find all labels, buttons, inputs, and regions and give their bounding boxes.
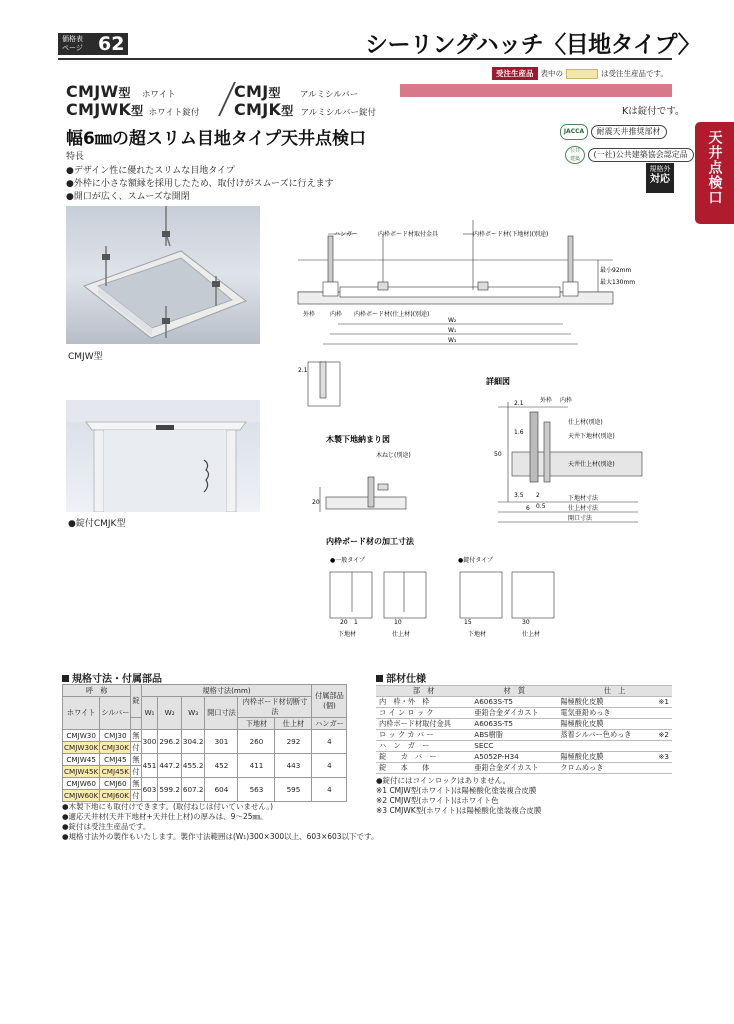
cell-note — [652, 741, 672, 752]
finish-label-1: 仕上材 — [392, 631, 411, 638]
spec-note: ●適応天井材(天井下地材+天井仕上材)の厚みは、9〜25㎜。 — [62, 812, 268, 821]
cell-finish: 陽極酸化皮膜 — [557, 752, 651, 763]
base-label-2: 下地材 — [468, 631, 487, 638]
cell-lock: 無 — [132, 730, 140, 740]
custom-size-top: 規格外 — [649, 165, 671, 173]
w3-label: W₃ — [448, 337, 457, 344]
ceiling-base-label: 天井下地材(別途) — [568, 433, 615, 440]
material-col-finish: 仕 上 — [557, 686, 672, 697]
w1-label: W₁ — [448, 327, 457, 334]
processing-title: 内枠ボード材の加工寸法 — [326, 537, 414, 546]
cell-w1: 603 — [141, 778, 158, 802]
product-photo-cmjk — [66, 400, 260, 512]
jacca-label: 耐震天井推奨部材 — [591, 125, 667, 139]
price-page-badge — [58, 33, 128, 55]
inner-frame-label: 内枠 — [330, 311, 343, 318]
cell-w3: 607.2 — [181, 778, 205, 802]
cell-white: CMJW30K — [64, 742, 99, 752]
col-header-finish: 仕上材 — [275, 718, 312, 730]
board-finish-label: 内枠ボード材(仕上材)(別途) — [354, 311, 430, 318]
cell-material: A6063S-T5 — [471, 697, 557, 708]
spec-note: ●錠付は受注生産品です。 — [62, 822, 151, 831]
product-photo-cmjw — [66, 206, 260, 344]
cell-part: ハ ン ガ ー — [376, 741, 471, 752]
feature-item: ●デザイン性に優れたスリムな目地タイプ — [66, 166, 235, 176]
cell-base: 563 — [238, 778, 275, 802]
jacca-logo: JACCA — [560, 124, 588, 140]
opening-dim-label: 開口寸法 — [568, 515, 593, 522]
table-row — [63, 778, 347, 790]
cell-material: SECC — [471, 741, 557, 752]
features-list — [66, 151, 334, 204]
cell-note: ※3 — [652, 752, 672, 763]
cell-base: 260 — [238, 730, 275, 754]
col-header-base: 下地材 — [238, 718, 275, 730]
cell-material: 亜鉛合金ダイカスト — [471, 708, 557, 719]
dim-20-proc: 20 — [340, 619, 348, 626]
material-notes — [376, 776, 541, 816]
model-finish: ホワイト錠付 — [148, 108, 200, 118]
cell-w3: 455.2 — [181, 754, 205, 778]
category-label: 天井点検口 — [706, 130, 723, 205]
model-code: CMJK型 — [234, 100, 294, 119]
model-row — [66, 82, 199, 100]
cell-hanger: 4 — [312, 778, 347, 802]
col-header-parts: 付属部品(個) — [312, 685, 347, 718]
material-table-title: 部材仕様 — [376, 670, 426, 685]
cell-silver: CMJ60 — [100, 778, 131, 790]
cell-lock: 付 — [132, 742, 140, 752]
cell-white: CMJW45 — [63, 754, 100, 766]
dim-10-proc: 10 — [394, 619, 402, 626]
dim-2-1: 2.1 — [514, 400, 524, 407]
model-finish: アルミシルバー — [299, 90, 359, 100]
finish-material-label: 仕上材(別途) — [568, 419, 603, 426]
cell-w1: 451 — [141, 754, 158, 778]
base-label-1: 下地材 — [338, 631, 357, 638]
cell-finish: 443 — [275, 754, 312, 778]
cell-part: 内枠ボード材取付金具 — [376, 719, 471, 730]
feature-item: ●開口が広く、スムーズな開閉 — [66, 192, 190, 202]
table-row — [63, 754, 347, 766]
spec-table-wrap — [62, 684, 347, 802]
cell-part: ロ ッ ク カ バ ー — [376, 730, 471, 741]
detail-title: 詳細図 — [486, 377, 510, 386]
cell-material: A5052P-H34 — [471, 752, 557, 763]
col-header-name: 呼 称 — [63, 685, 131, 697]
cell-hanger: 4 — [312, 730, 347, 754]
ceiling-finish-label: 天井仕上材(別途) — [568, 461, 615, 468]
col-header-lock: 錠 — [131, 685, 141, 718]
material-col-material: 材 質 — [471, 686, 557, 697]
cell-note: ※1 — [652, 697, 672, 708]
cell-finish: 陽極酸化皮膜 — [557, 719, 651, 730]
material-table — [376, 685, 672, 774]
cell-material: 亜鉛合金ダイカスト — [471, 763, 557, 774]
cell-opening: 604 — [205, 778, 238, 802]
legend-color-swatch — [566, 69, 598, 79]
dim-3-5: 3.5 — [514, 492, 524, 499]
made-to-order-legend — [492, 67, 668, 80]
dim-50: 50 — [494, 451, 502, 458]
cell-lock: 付 — [132, 766, 140, 776]
cell-material: ABS樹脂 — [471, 730, 557, 741]
lock-note: Kは錠付です。 — [622, 106, 685, 117]
dim-15-proc: 15 — [464, 619, 472, 626]
technical-drawing — [268, 212, 690, 657]
cell-w2: 447.2 — [158, 754, 182, 778]
table-row — [376, 708, 672, 719]
cell-w1: 300 — [141, 730, 158, 754]
cell-note — [652, 708, 672, 719]
photo-caption-cmjk: ●錠付CMJK型 — [68, 519, 126, 529]
legend-text-1: 表中の — [540, 69, 563, 78]
cell-finish — [557, 741, 651, 752]
material-note: ※1 CMJW型(ホワイト)は陽極酸化塗装複合皮膜 — [376, 786, 537, 795]
cell-silver: CMJ30 — [100, 730, 131, 742]
legend-text-2: は受注生産品です。 — [601, 69, 668, 78]
inner-frame-detail: 内枠 — [560, 397, 573, 404]
cell-finish: 292 — [275, 730, 312, 754]
public-building-label: (一社)公共建築協会認定品 — [588, 148, 694, 162]
cell-white: CMJW45K — [64, 766, 99, 776]
col-header-silver: シルバー — [100, 697, 131, 730]
col-header-hanger: ハンガー — [312, 718, 347, 730]
features-heading: 特長 — [66, 152, 85, 162]
dim-1-proc: 1 — [354, 619, 358, 626]
custom-size-badge — [646, 163, 674, 193]
hatch-lock-illustration — [66, 400, 260, 512]
table-row — [376, 697, 672, 708]
section-view — [298, 220, 613, 344]
cell-silver: CMJ60K — [101, 790, 129, 800]
dim-0-5: 0.5 — [536, 503, 546, 510]
headline: 幅6㎜の超スリム目地タイプ天井点検口 — [66, 129, 366, 149]
cell-note — [652, 763, 672, 774]
dim-2-1-small: 2.1 — [298, 367, 308, 374]
model-finish: アルミシルバー錠付 — [300, 108, 376, 118]
table-row — [376, 752, 672, 763]
model-code: CMJ型 — [234, 82, 281, 101]
dim-30-proc: 30 — [522, 619, 530, 626]
price-page-label: 価格表 ページ — [62, 35, 83, 52]
material-note: ※3 CMJWK型(ホワイト)は陽極酸化塗装複合皮膜 — [376, 806, 542, 815]
cell-finish: 電気亜鉛めっき — [557, 708, 651, 719]
cell-note — [652, 719, 672, 730]
page-title: シーリングハッチ〈目地タイプ〉 — [365, 32, 701, 58]
model-list-left — [66, 82, 199, 118]
material-note: ※2 CMJW型(ホワイト)はホワイト色 — [376, 796, 499, 805]
cell-silver: CMJ45K — [101, 766, 129, 776]
photo-caption-cmjw: CMJW型 — [68, 352, 103, 362]
spec-note: ●規格寸法外の製作もいたします。製作寸法範囲は(W₁)300×300以上、603×603以下です。 — [62, 832, 379, 841]
w2-label: W₂ — [448, 317, 457, 324]
lock-type-label: ●錠付タイプ — [458, 557, 493, 564]
outer-frame-detail: 外枠 — [540, 397, 553, 404]
wood-screw-label: 木ねじ(別途) — [376, 452, 411, 459]
table-row — [376, 730, 672, 741]
col-header-w2: W₂ — [158, 697, 182, 730]
cell-silver: CMJ30K — [101, 742, 129, 752]
cell-finish: 蒸着シルバー色めっき — [557, 730, 651, 741]
table-row — [376, 719, 672, 730]
max-size-label: 最大130mm — [600, 279, 636, 286]
public-building-logo: 公共 建築 — [565, 146, 585, 164]
cell-material: A6063S-T5 — [471, 719, 557, 730]
finish-dim-label: 仕上材寸法 — [568, 505, 599, 512]
cell-lock: 付 — [132, 790, 140, 800]
model-row — [66, 100, 199, 118]
wood-base-view — [320, 477, 406, 512]
header-rule — [58, 58, 672, 60]
technical-drawing-svg — [268, 212, 690, 657]
cell-opening: 452 — [205, 754, 238, 778]
cell-hanger: 4 — [312, 754, 347, 778]
cell-w3: 304.2 — [181, 730, 205, 754]
cell-part: 錠 カ バ ー — [376, 752, 471, 763]
spec-table-title: 規格寸法・付属部品 — [62, 670, 162, 685]
table-row — [63, 730, 347, 742]
finish-label-2: 仕上材 — [522, 631, 541, 638]
table-row — [376, 741, 672, 752]
material-header-row — [376, 686, 672, 697]
cell-lock: 無 — [132, 778, 140, 788]
col-header-size: 規格寸法(mm) — [141, 685, 312, 697]
hatch-frame-illustration — [66, 206, 260, 344]
cell-finish: クロムめっき — [557, 763, 651, 774]
cell-finish: 陽極酸化皮膜 — [557, 697, 651, 708]
model-row — [234, 100, 376, 118]
cell-white: CMJW60K — [64, 790, 99, 800]
cell-opening: 301 — [205, 730, 238, 754]
page-number: 62 — [98, 33, 125, 55]
accent-bar — [400, 84, 672, 97]
cell-w2: 296.2 — [158, 730, 182, 754]
board-fitting-label: 内枠ボード材取付金具 — [378, 231, 439, 238]
hanger-label: ハンガー — [334, 231, 359, 238]
cell-part: 内 枠・外 枠 — [376, 697, 471, 708]
material-table-wrap — [376, 685, 672, 774]
model-code: CMJW型 — [66, 82, 131, 101]
cell-w2: 599.2 — [158, 778, 182, 802]
min-size-label: 最小92mm — [600, 267, 632, 274]
cell-white: CMJW60 — [63, 778, 100, 790]
material-col-part: 部 材 — [376, 686, 471, 697]
cell-silver: CMJ45 — [100, 754, 131, 766]
public-building-certification — [565, 146, 694, 164]
custom-size-bottom: 対応 — [650, 174, 670, 185]
jacca-certification — [560, 124, 667, 140]
joint-detail — [308, 362, 340, 406]
dim-20: 20 — [312, 499, 320, 506]
col-header-cut: 内枠ボード材切断寸法 — [238, 697, 312, 718]
general-type-label: ●一般タイプ — [330, 557, 365, 564]
col-header-lock-blank — [131, 718, 141, 730]
cell-part: 錠 本 体 — [376, 763, 471, 774]
model-row — [234, 82, 376, 100]
col-header-white: ホワイト — [63, 697, 100, 730]
outer-frame-label: 外枠 — [303, 311, 316, 318]
wood-base-title: 木製下地納まり図 — [326, 435, 390, 444]
model-list-right — [234, 82, 376, 118]
cell-base: 411 — [238, 754, 275, 778]
dim-1-6: 1.6 — [514, 429, 524, 436]
table-row — [376, 763, 672, 774]
model-finish: ホワイト — [141, 90, 176, 100]
dim-6: 6 — [526, 505, 530, 512]
base-dim-label: 下地材寸法 — [568, 495, 599, 502]
processing-diagrams — [330, 572, 554, 618]
board-base-label: 内枠ボード材(下地材)(別途) — [473, 231, 549, 238]
category-side-tab[interactable] — [695, 122, 734, 224]
cell-lock: 無 — [132, 754, 140, 764]
made-to-order-tag: 受注生産品 — [492, 67, 538, 80]
col-header-w3: W₃ — [181, 697, 205, 730]
spec-notes — [62, 802, 378, 842]
cell-part: コ イ ン ロ ッ ク — [376, 708, 471, 719]
col-header-w1: W₁ — [141, 697, 158, 730]
cell-white: CMJW30 — [63, 730, 100, 742]
cell-finish: 595 — [275, 778, 312, 802]
model-code: CMJWK型 — [66, 100, 144, 119]
feature-item: ●外枠に小さな額縁を採用したため、取付けがスムーズに行えます — [66, 179, 334, 189]
spec-table — [62, 684, 347, 802]
spec-note: ●木製下地にも取付けできます。(取付ねじは付いていません。) — [62, 802, 273, 811]
material-note: ●錠付にはコインロックはありません。 — [376, 776, 511, 785]
dim-2: 2 — [536, 492, 540, 499]
cell-note: ※2 — [652, 730, 672, 741]
col-header-opening: 開口寸法 — [205, 697, 238, 730]
